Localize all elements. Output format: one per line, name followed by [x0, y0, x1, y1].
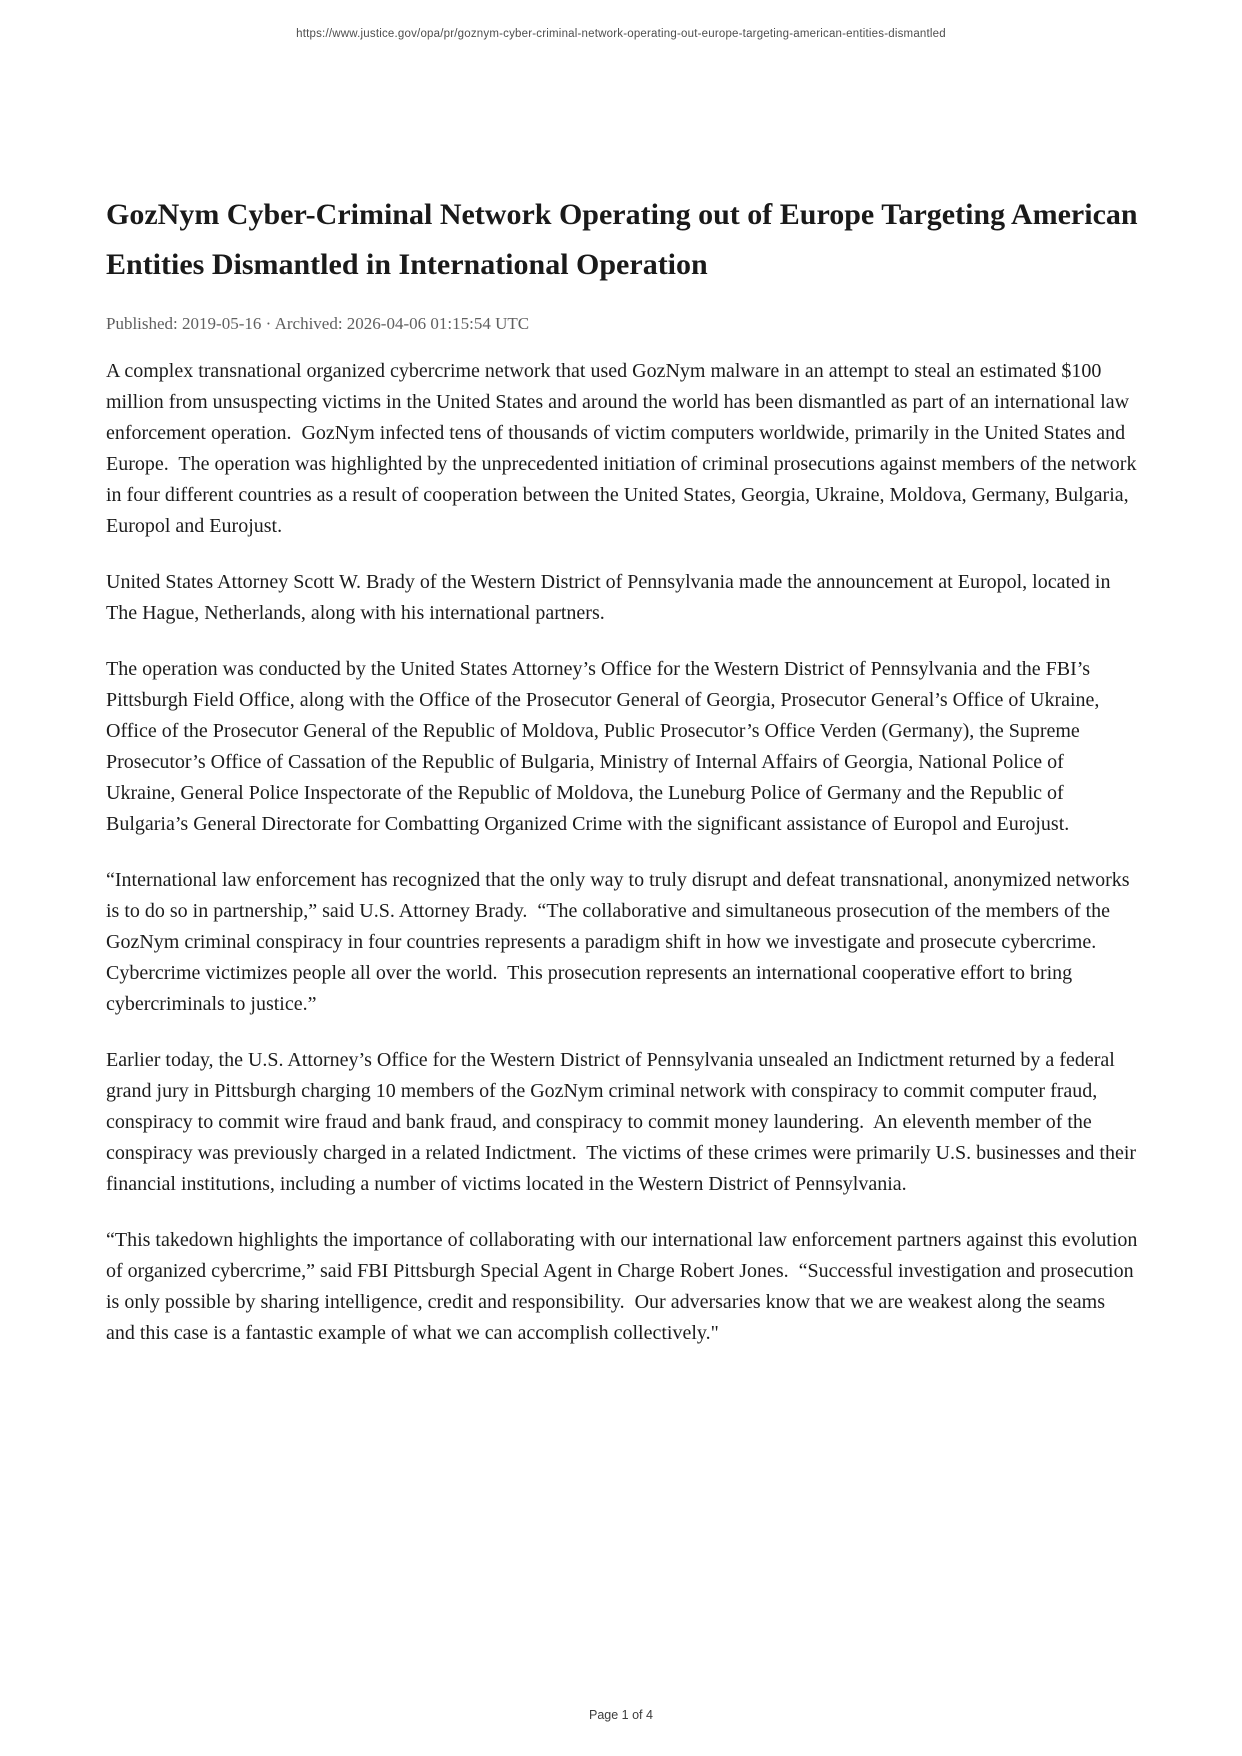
- paragraph: A complex transnational organized cybercrime network that used GozNym malware in an attempt to steal an estimated $100 million from unsuspecting victims in the United States and around the world has been dismantled as part of an international law enforcement operation. GozNym infected tens of thousands of victim computers worldwide, primarily in the United States and Europe. The operation was highlighted by the unprecedented initiation of criminal prosecutions against members of the network in four different countries as a result of cooperation between the United States, Georgia, Ukraine, Moldova, Germany, Bulgaria, Europol and Eurojust.: [106, 360, 1142, 537]
- paragraph: United States Attorney Scott W. Brady of the Western District of Pennsylvania made the announcement at Europol, located in The Hague, Netherlands, along with his international partners.: [106, 571, 1116, 624]
- page-number: Page 1 of 4: [589, 1708, 653, 1722]
- paragraph: “This takedown highlights the importance of collaborating with our international law enforcement partners against this evolution of organized cybercrime,” said FBI Pittsburgh Special Agent in Charge Robert Jones. “Successful investigation and prosecution is only possible by sharing intelligence, credit and responsibility. Our adversaries know that we are weakest along the seams and this case is a fantastic example of what we can accomplish collectively.": [106, 1229, 1143, 1344]
- publish-archive-meta: Published: 2019-05-16 · Archived: 2026-04-06 01:15:54 UTC: [106, 314, 530, 333]
- paragraph: “International law enforcement has recognized that the only way to truly disrupt and defeat transnational, anonymized networks is to do so in partnership,” said U.S. Attorney Brady. “The collaborative and simultaneous prosecution of the members of the GozNym criminal conspiracy in four countries represents a paradigm shift in how we investigate and prosecute cybercrime. Cybercrime victimizes people all over the world. This prosecution represents an international cooperative effort to bring cybercriminals to justice.”: [106, 869, 1135, 1015]
- source-url: https://www.justice.gov/opa/pr/goznym-cyber-criminal-network-operating-out-europe-targeting-american-entities-dismantled: [296, 28, 946, 40]
- article-body: [106, 356, 1143, 1349]
- page-title: GozNym Cyber-Criminal Network Operating out of Europe Targeting American Entities Dismantled in International Operation: [106, 198, 1138, 281]
- article: [106, 190, 1143, 1374]
- paragraph: The operation was conducted by the United States Attorney’s Office for the Western District of Pennsylvania and the FBI’s Pittsburgh Field Office, along with the Office of the Prosecutor General of Georgia, Prosecutor General’s Office of Ukraine, Office of the Prosecutor General of the Republic of Moldova, Public Prosecutor’s Office Verden (Germany), the Supreme Prosecutor’s Office of Cassation of the Republic of Bulgaria, Ministry of Internal Affairs of Georgia, National Police of Ukraine, General Police Inspectorate of the Republic of Moldova, the Luneburg Police of Germany and the Republic of Bulgaria’s General Directorate for Combatting Organized Crime with the significant assistance of Europol and Eurojust.: [106, 658, 1105, 835]
- paragraph: Earlier today, the U.S. Attorney’s Office for the Western District of Pennsylvania unsealed an Indictment returned by a federal grand jury in Pittsburgh charging 10 members of the GozNym criminal network with conspiracy to commit computer fraud, conspiracy to commit wire fraud and bank fraud, and conspiracy to commit money laundering. An eleventh member of the conspiracy was previously charged in a related Indictment. The victims of these crimes were primarily U.S. businesses and their financial institutions, including a number of victims located in the Western District of Pennsylvania.: [106, 1049, 1142, 1195]
